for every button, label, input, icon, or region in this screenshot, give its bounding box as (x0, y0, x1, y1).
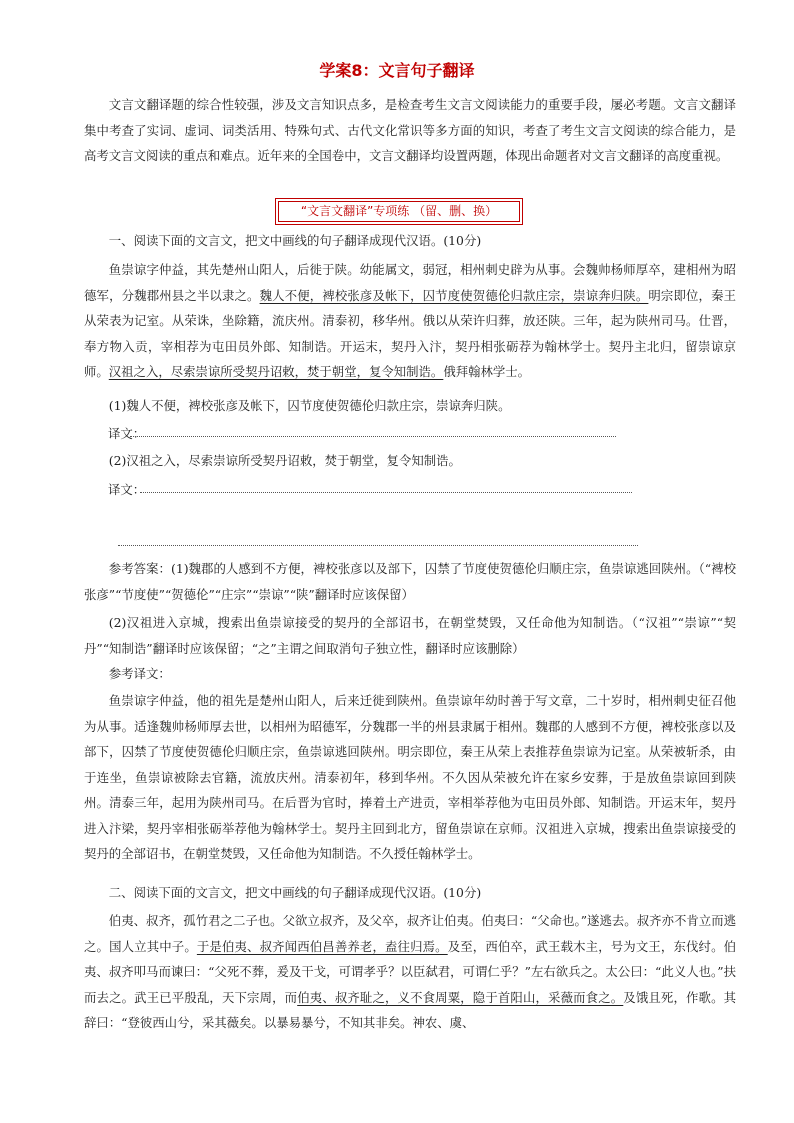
q1-answer-line-3[interactable] (118, 545, 638, 546)
q2-passage (84, 908, 736, 1036)
q1-answer-1: 参考答案：(1)魏郡的人感到不方便，裨校张彦以及部下，囚禁了节度使贺德伦归顺庄宗，鱼崇谅逃回陕州。（“裨校张彦”“节度使”“贺德伦”“庄宗”“崇谅”“陕”翻译时应该保留） (84, 561, 736, 602)
q1-yiwen-label-1: 译文： (108, 426, 146, 441)
q1-ref-label: 参考译文： (108, 666, 171, 681)
q1-answer-2: (2)汉祖进入京城，搜索出鱼崇谅接受的契丹的全部诏书，在朝堂焚毁，又任命他为知制诰。（“汉祖”“崇谅”“契丹”“知制诰”翻译时应该保留；“之”主谓之间取消句子独立性，翻译时应该删除） (84, 615, 736, 656)
q1-sentence-2: (2)汉祖之入，尽索崇谅所受契丹诏敕，焚于朝堂，复令知制诰。 (108, 453, 461, 468)
q2-underlined-sentence-2: 伯夷、叔齐耻之，义不食周粟，隐于首阳山，采薇而食之。 (297, 989, 624, 1005)
section-box-title: “文言文翻译”专项练 （留、删、换） (278, 201, 520, 222)
q1-answer-line-2[interactable] (140, 492, 632, 493)
q1-answer-line-1[interactable] (130, 436, 616, 437)
q1-underlined-sentence-1: 魏人不便，裨校张彦及帐下，囚节度使贺德伦归款庄宗，崇谅奔归陕。 (259, 287, 649, 303)
intro-paragraph: 文言文翻译题的综合性较强，涉及文言知识点多，是检查考生文言文阅读能力的重要手段，屡必考题。文言文翻译集中考查了实词、虚词、词类活用、特殊句式、古代文化常识等多方面的知识，考查了考生文言文阅读的综合能力，是高考文言文阅读的重点和难点。近年来的全国卷中，文言文翻译均设置两题，体现出命题者对文言文翻译的高度重视。 (84, 97, 736, 163)
q2-passage-text-c: 及饿且死，作歌。其辞曰：“登彼西山兮，采其薇矣。以暴易暴兮，不知其非矣。神农、虞、 (84, 989, 737, 1030)
q2-passage-text-b: 及至，西伯卒，武王载木主，号为文王，东伐纣。伯夷、叔齐叩马而谏曰：“父死不葬，爰及干戈，可谓孝乎？以臣弑君，可谓仁乎？”左右欲兵之。太公曰：“此义人也。”扶而去之。武王已平殷乱，天下宗周，而 (84, 938, 737, 1005)
q2-passage-text-a: 伯夷、叔齐，孤竹君之二子也。父欲立叔齐，及父卒，叔齐让伯夷。伯夷曰：“父命也。”遂逃去。叔齐亦不肯立而逃之。国人立其中子。 (84, 913, 736, 954)
q1-passage-text-a: 鱼崇谅字仲益，其先楚州山阳人，后徙于陕。幼能属文，弱冠，相州刺史辟为从事。会魏帅杨师厚卒，建相州为昭德军，分魏郡州县之半以隶之。 (84, 262, 736, 303)
q1-sentence-1: (1)魏人不便，裨校张彦及帐下，囚节度使贺德伦归款庄宗，崇谅奔归陕。 (108, 398, 511, 413)
q2-prompt: 二、阅读下面的文言文，把文中画线的句子翻译成现代汉语。(10分) (108, 885, 482, 900)
q1-prompt: 一、阅读下面的文言文，把文中画线的句子翻译成现代汉语。(10分) (108, 233, 482, 248)
q1-underlined-sentence-2: 汉祖之入，尽索崇谅所受契丹诏敕，焚于朝堂，复令知制诰。 (108, 364, 444, 379)
q1-passage-text-c: 俄拜翰林学士。 (443, 364, 531, 379)
q1-passage (84, 257, 736, 385)
q1-passage-text-b: 明宗即位，秦王从荣表为记室。从荣诛，坐除籍，流庆州。清泰初，移华州。俄以从荣许归葬，放还陕。三年，起为陕州司马。仕晋，奉方物入贡，宰相荐为屯田员外郎、知制诰。开运末，契丹入汴，契丹相张砺荐为翰林学士。契丹主北归，留崇谅京师。 (84, 287, 737, 379)
page-title: 学案8：文言句子翻译 (319, 61, 475, 80)
q1-yiwen-label-2: 译文： (108, 482, 146, 497)
q2-underlined-sentence-1: 于是伯夷、叔齐闻西伯昌善养老，盍往归焉。 (196, 938, 448, 954)
q1-reference-translation: 鱼崇谅字仲益，他的祖先是楚州山阳人，后来迁徙到陕州。鱼崇谅年幼时善于写文章，二十岁时，相州刺史征召他为从事。适逢魏帅杨师厚去世，以相州为昭德军，分魏郡一半的州县隶属于相州。魏郡的人感到不方便，裨校张彦以及部下，囚禁了节度使贺德伦归顺庄宗，鱼崇谅逃回陕州。明宗即位，秦王从荣上表推荐鱼崇谅为记室。从荣被斩杀，由于连坐，鱼崇谅被除去官籍，流放庆州。清泰初年，移到华州。不久因从荣被允许在家乡安葬，于是放鱼崇谅回到陕州。清泰三年，起用为陕州司马。在后晋为官时，捧着土产进贡，宰相举荐他为屯田员外郎、知制诰。开运末年，契丹进入汴梁，契丹宰相张砺举荐他为翰林学士。契丹主回到北方，留鱼崇谅在京师。汉祖进入京城，搜索出鱼崇谅接受的契丹的全部诏书，在朝堂焚毁，又任命他为知制诰。不久授任翰林学士。 (84, 693, 736, 861)
